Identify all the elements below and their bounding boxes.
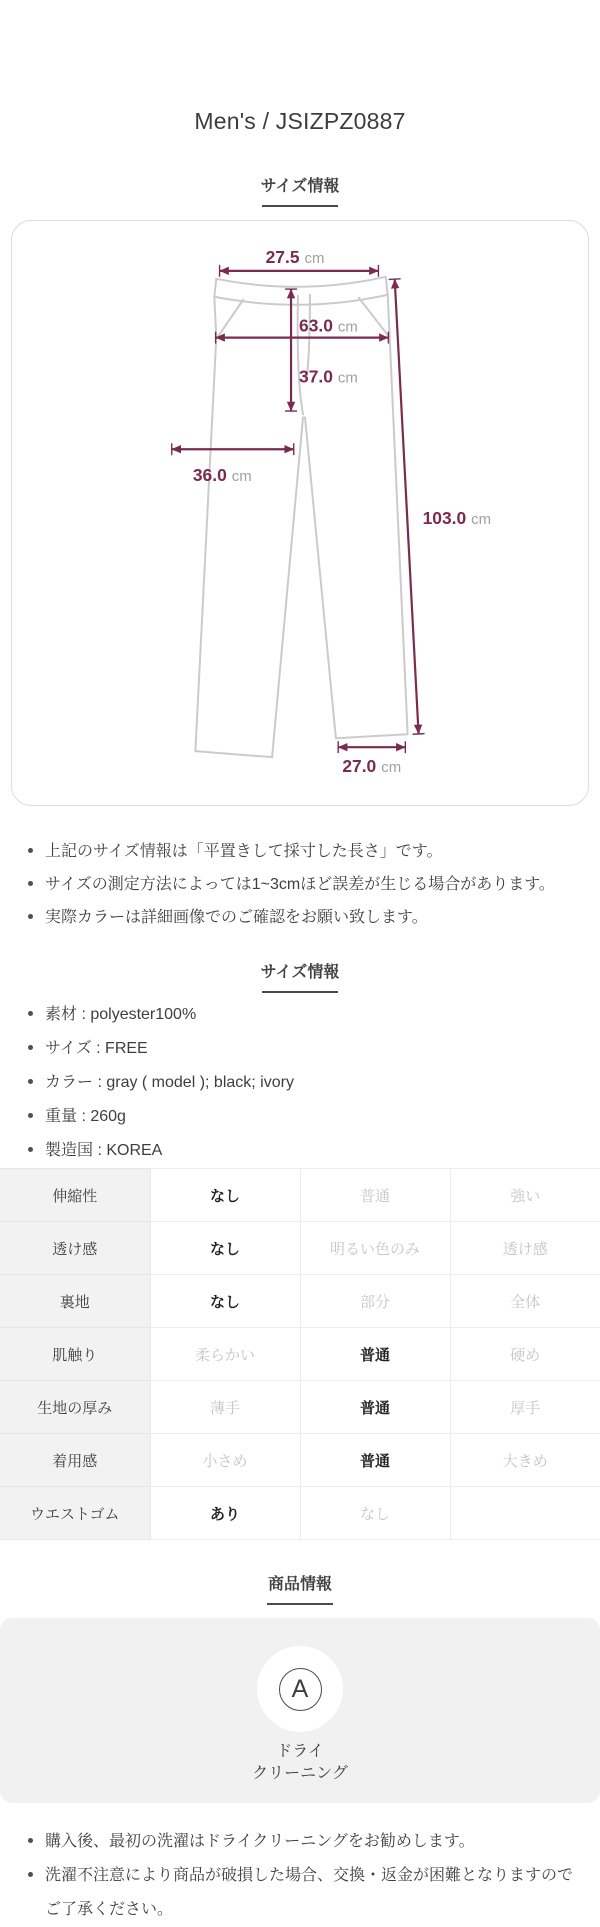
attr-option: 透け感 [450, 1222, 600, 1275]
size-note: サイズの測定方法によっては1~3cmほど誤差が生じる場合があります。 [45, 868, 582, 901]
attr-option: 部分 [300, 1275, 450, 1328]
size-info-header-underline [262, 205, 338, 207]
attr-option: 全体 [450, 1275, 600, 1328]
pants-outline [192, 277, 407, 757]
size-diagram-panel [11, 220, 589, 806]
attr-option: 明るい色のみ [300, 1222, 450, 1275]
attr-label: 裏地 [0, 1275, 150, 1328]
measurement-labels [193, 247, 491, 776]
attr-option-selected: 普通 [300, 1328, 450, 1381]
spec-item-weight: 重量 : 260g [45, 1100, 582, 1134]
spec-item-country: 製造国 : KOREA [45, 1134, 582, 1168]
table-row [0, 1434, 600, 1487]
attr-option: なし [300, 1487, 450, 1540]
attr-option: 薄手 [150, 1381, 300, 1434]
attr-option: 小さめ [150, 1434, 300, 1487]
care-symbol-ring [279, 1668, 322, 1711]
attr-label: ウエストゴム [0, 1487, 150, 1540]
size-note: 上記のサイズ情報は「平置きして採寸した長さ」です。 [45, 835, 582, 868]
attr-option-selected: なし [150, 1169, 300, 1222]
product-info-header: 商品情報 [267, 1576, 332, 1593]
spec-item-material: 素材 : polyester100% [45, 998, 582, 1032]
spec-info-header-underline [262, 991, 338, 993]
care-note: 洗濯不注意により商品が破損した場合、交換・返金が困難となりますのでご了承ください。 [45, 1859, 582, 1927]
attr-option: 大きめ [450, 1434, 600, 1487]
attr-option [450, 1487, 600, 1540]
size-note: 実際カラーは詳細画像でのご確認をお願い致します。 [45, 901, 582, 934]
hip-measurement: 63.0 cm [299, 315, 358, 336]
thigh-measurement: 36.0 cm [192, 465, 252, 486]
care-label-line: ドライ [276, 1743, 324, 1760]
care-label [252, 1741, 348, 1785]
attr-label: 肌触り [0, 1328, 150, 1381]
care-symbol-letter: A [291, 1674, 309, 1703]
care-label-line: クリーニング [252, 1765, 348, 1782]
attr-label: 着用感 [0, 1434, 150, 1487]
table-row [0, 1487, 600, 1540]
waist-measurement: 27.5 cm [265, 246, 325, 267]
product-info-header-underline [267, 1603, 333, 1605]
attr-label: 生地の厚み [0, 1381, 150, 1434]
attr-option: 硬め [450, 1328, 600, 1381]
table-row [0, 1381, 600, 1434]
table-row [0, 1222, 600, 1275]
spec-list [0, 998, 600, 1168]
right-pocket-line [359, 298, 390, 338]
dry-cleaning-icon [257, 1646, 343, 1732]
attr-option-selected: あり [150, 1487, 300, 1540]
attr-label: 伸縮性 [0, 1169, 150, 1222]
care-notes-list [0, 1825, 600, 1927]
attr-option-selected: 普通 [300, 1381, 450, 1434]
attr-option-selected: なし [150, 1222, 300, 1275]
spec-info-header: サイズ情報 [260, 964, 340, 981]
length-measurement: 103.0 cm [422, 507, 492, 528]
fly-seam [298, 296, 303, 415]
page-title: Men's / JSIZPZ0887 [194, 108, 406, 134]
rise-measurement: 37.0 cm [299, 366, 358, 387]
size-notes-list [0, 835, 600, 934]
size-info-header: サイズ情報 [260, 178, 340, 195]
table-row [0, 1328, 600, 1381]
attr-option: 強い [450, 1169, 600, 1222]
attr-label: 透け感 [0, 1222, 150, 1275]
care-note: 購入後、最初の洗濯はドライクリーニングをお勧めします。 [45, 1825, 582, 1859]
attr-option-selected: なし [150, 1275, 300, 1328]
attr-option: 普通 [300, 1169, 450, 1222]
table-row [0, 1275, 600, 1328]
care-info-panel [0, 1618, 600, 1803]
attr-option-selected: 普通 [300, 1434, 450, 1487]
attr-option: 厚手 [450, 1381, 600, 1434]
fabric-attribute-table [0, 1168, 600, 1540]
spec-item-color: カラー : gray ( model ); black; ivory [45, 1066, 582, 1100]
spec-item-size: サイズ : FREE [45, 1032, 582, 1066]
pants-measurement-diagram [12, 221, 589, 806]
table-row [0, 1169, 600, 1222]
attr-option: 柔らかい [150, 1328, 300, 1381]
hem-measurement: 27.0 cm [342, 756, 402, 777]
left-pocket-line [217, 300, 243, 338]
